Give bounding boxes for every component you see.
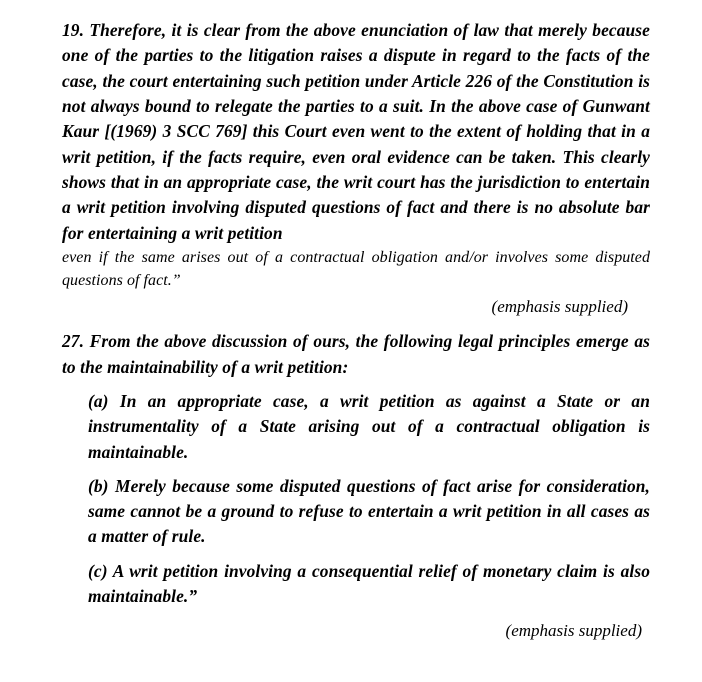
paragraph-19 <box>62 18 650 292</box>
paragraph-27-item-b: (b) Merely because some disputed questions of fact arise for consideration, same cannot be a ground to refuse to entertain a writ petition in all cases as a matter of rule. <box>88 475 650 547</box>
paragraph-19-tail-text: even if the same arises out of a contractual obligation and/or involves some disputed questions of fact.” <box>62 248 650 289</box>
paragraph-27-item-a: (a) In an appropriate case, a writ petition as against a State or an instrumentality of a State arising out of a contractual obligation is maintainable. <box>88 390 650 462</box>
paragraph-19-main-text: 19. Therefore, it is clear from the above enunciation of law that merely because one of the parties to the litigation raises a dispute in regard to the facts of the case, the court entertaining such petition under Article 226 of the Constitution is not always bound to relegate the parties to a suit. In the above case of Gunwant Kaur [(1969) 3 SCC 769] this Court even went to the extent of holding that in a writ petition, if the facts require, even oral evidence can be taken. This clearly shows that in an appropriate case, the writ court has the jurisdiction to entertain a writ petition involving disputed questions of fact and there is no absolute bar for entertaining a writ petition <box>62 20 650 243</box>
emphasis-note-1: (emphasis supplied) <box>491 297 628 317</box>
emphasis-note-2: (emphasis supplied) <box>505 621 642 641</box>
paragraph-27-item-c: (c) A writ petition involving a consequential relief of monetary claim is also maintainable.” <box>88 560 650 607</box>
paragraph-27-intro: 27. From the above discussion of ours, the following legal principles emerge as to the maintainability of a writ petition: <box>62 331 650 377</box>
